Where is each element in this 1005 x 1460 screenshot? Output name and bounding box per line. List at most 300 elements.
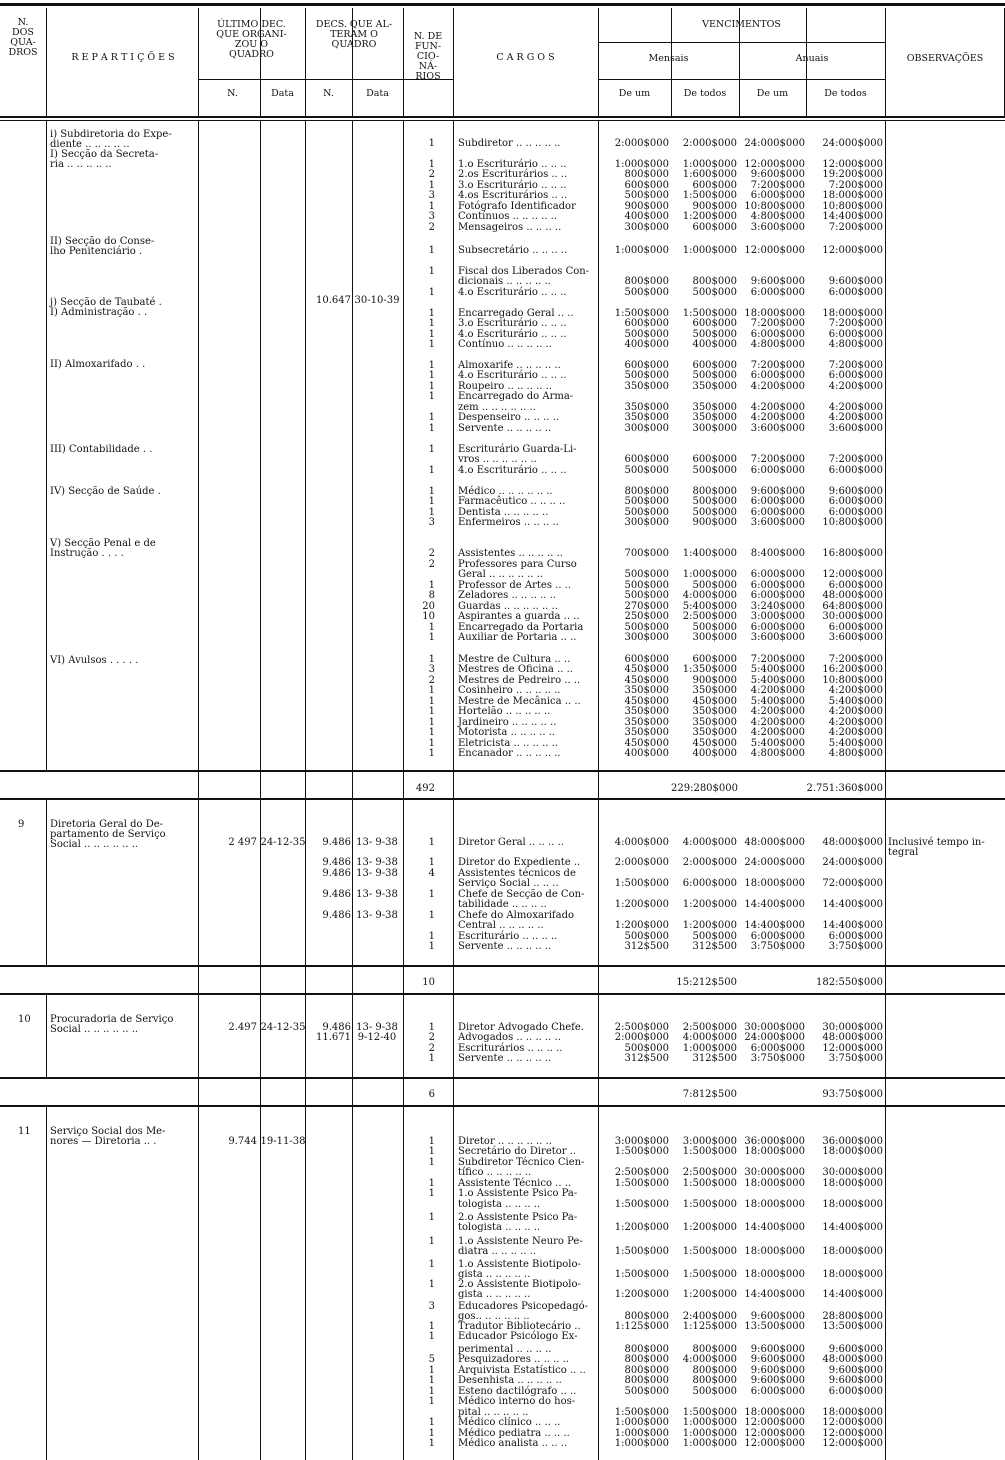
cargo-label: Diretor .. .. .. .. .. .. bbox=[458, 1136, 552, 1147]
column-rule bbox=[198, 121, 199, 770]
reparticao-label: III) Contabilidade . . bbox=[50, 444, 153, 455]
anual-de-um: 18:000$000 bbox=[744, 878, 805, 889]
num-funcionarios: 10 bbox=[422, 611, 435, 622]
section-rule bbox=[0, 770, 1005, 772]
mensal-de-um: 800$000 bbox=[624, 1354, 669, 1365]
anual-de-um: 8:400$000 bbox=[750, 548, 805, 559]
num-funcionarios: 1 bbox=[428, 1236, 435, 1247]
anual-de-um: 3:600$000 bbox=[750, 517, 805, 528]
num-funcionarios: 2 bbox=[428, 675, 435, 686]
mensal-de-todos: 1:000$000 bbox=[682, 1417, 737, 1428]
reparticao-label: Procuradoria de Serviço bbox=[50, 1014, 174, 1025]
cargo-label: Diretor do Expediente .. bbox=[458, 857, 581, 868]
cargo-label: 3.o Escriturário .. .. .. bbox=[458, 180, 567, 191]
anual-de-um: 9:600$000 bbox=[750, 1365, 805, 1376]
cargo-label: pital .. .. .. .. .. bbox=[458, 1407, 529, 1418]
reparticao-label: V) Secção Penal e de bbox=[50, 538, 156, 549]
column-rule bbox=[46, 121, 47, 770]
cargo-label: Contínuos .. .. .. .. .. bbox=[458, 211, 558, 222]
column-rule bbox=[885, 800, 886, 965]
mensal-de-todos: 1:600$000 bbox=[682, 169, 737, 180]
header-n-funcionarios: N. DE FUN- CIO- NÁ- RIOS bbox=[413, 31, 443, 82]
anual-de-todos: 4:800$000 bbox=[828, 748, 883, 759]
anual-de-um: 9:600$000 bbox=[750, 1344, 805, 1355]
anual-de-um: 18:000$000 bbox=[744, 1146, 805, 1157]
anual-de-um: 3:750$000 bbox=[750, 941, 805, 952]
column-rule bbox=[198, 1077, 199, 1107]
mensal-de-todos: 500$000 bbox=[692, 622, 737, 633]
column-rule bbox=[260, 121, 261, 770]
num-funcionarios: 1 bbox=[428, 1331, 435, 1342]
reparticao-label: Diretoria Geral do De- bbox=[50, 819, 164, 830]
num-funcionarios: 1 bbox=[428, 370, 435, 381]
anual-de-um: 4:200$000 bbox=[750, 706, 805, 717]
mensal-de-um: 800$000 bbox=[624, 1344, 669, 1355]
num-funcionarios: 1 bbox=[428, 1417, 435, 1428]
anual-de-um: 4:800$000 bbox=[750, 339, 805, 350]
column-rule bbox=[352, 965, 353, 995]
anual-de-um: 14:400$000 bbox=[744, 899, 805, 910]
anual-de-todos: 4:200$000 bbox=[828, 727, 883, 738]
cargo-label: Roupeiro .. .. .. .. .. bbox=[458, 381, 552, 392]
mensal-de-todos: 1:000$000 bbox=[682, 159, 737, 170]
mensal-de-todos: 4:000$000 bbox=[682, 590, 737, 601]
header-observacoes: OBSERVAÇÕES bbox=[906, 53, 984, 64]
mensal-de-todos: 1:200$000 bbox=[682, 920, 737, 931]
cargo-label: Assistentes .. .. .. .. .. bbox=[458, 548, 563, 559]
column-rule bbox=[260, 770, 261, 800]
total-mensal: 229:280$000 bbox=[671, 783, 738, 794]
anual-de-um: 18:000$000 bbox=[744, 1199, 805, 1210]
mensal-de-um: 450$000 bbox=[624, 738, 669, 749]
decree-cell: 9.486 bbox=[322, 889, 351, 900]
anual-de-todos: 4:200$000 bbox=[828, 381, 883, 392]
reparticao-label: Serviço Social dos Me- bbox=[50, 1126, 166, 1137]
header-subrule bbox=[598, 79, 885, 80]
mensal-de-todos: 1:400$000 bbox=[682, 548, 737, 559]
reparticao-label: Instrução . . . . bbox=[50, 548, 124, 559]
anual-de-todos: 12:000$000 bbox=[822, 245, 883, 256]
anual-de-um: 4:200$000 bbox=[750, 381, 805, 392]
mensal-de-todos: 450$000 bbox=[692, 696, 737, 707]
observation-text: tegral bbox=[888, 847, 919, 858]
mensal-de-todos: 600$000 bbox=[692, 454, 737, 465]
mensal-de-todos: 1:500$000 bbox=[682, 308, 737, 319]
mensal-de-um: 1:000$000 bbox=[614, 159, 669, 170]
column-rule bbox=[198, 800, 199, 965]
column-rule bbox=[598, 965, 599, 995]
mensal-de-um: 1:500$000 bbox=[614, 1246, 669, 1257]
num-funcionarios: 1 bbox=[428, 1178, 435, 1189]
anual-de-um: 4:200$000 bbox=[750, 412, 805, 423]
cargo-label: Serviço Social .. .. .. bbox=[458, 878, 559, 889]
total-anual: 182:550$000 bbox=[816, 977, 883, 988]
mensal-de-todos: 1:200$000 bbox=[682, 1289, 737, 1300]
mensal-de-um: 1:200$000 bbox=[614, 1289, 669, 1300]
cargo-label: Encarregado Geral .. .. bbox=[458, 308, 574, 319]
anual-de-todos: 28:800$000 bbox=[822, 1311, 883, 1322]
anual-de-um: 30:000$000 bbox=[744, 1022, 805, 1033]
cargo-label: zem .. .. .. .. .. .. bbox=[458, 402, 536, 413]
anual-de-todos: 30:000$000 bbox=[822, 1167, 883, 1178]
decree-cell: 13- 9-38 bbox=[356, 857, 398, 868]
column-rule bbox=[885, 965, 886, 995]
cargo-label: Zeladores .. .. .. .. .. bbox=[458, 590, 556, 601]
mensal-de-todos: 4:000$000 bbox=[682, 1032, 737, 1043]
cargo-label: Médico pediatra .. .. .. bbox=[458, 1428, 570, 1439]
mensal-de-um: 350$000 bbox=[624, 706, 669, 717]
cargo-label: Cosinheiro .. .. .. .. .. bbox=[458, 685, 561, 696]
mensal-de-todos: 2:000$000 bbox=[682, 857, 737, 868]
anual-de-um: 9:600$000 bbox=[750, 169, 805, 180]
anual-de-um: 12:000$000 bbox=[744, 1428, 805, 1439]
mensal-de-todos: 350$000 bbox=[692, 727, 737, 738]
section-rule bbox=[0, 798, 1005, 800]
anual-de-um: 36:000$000 bbox=[744, 1136, 805, 1147]
num-funcionarios: 1 bbox=[428, 727, 435, 738]
mensal-de-um: 2:500$000 bbox=[614, 1167, 669, 1178]
anual-de-todos: 4:800$000 bbox=[828, 339, 883, 350]
mensal-de-todos: 2:500$000 bbox=[682, 1167, 737, 1178]
anual-de-um: 9:600$000 bbox=[750, 1354, 805, 1365]
mensal-de-um: 600$000 bbox=[624, 318, 669, 329]
num-funcionarios: 5 bbox=[428, 1354, 435, 1365]
column-rule bbox=[305, 800, 306, 965]
num-funcionarios: 1 bbox=[428, 1438, 435, 1449]
decree-cell: 13- 9-38 bbox=[356, 910, 398, 921]
anual-de-todos: 7:200$000 bbox=[828, 222, 883, 233]
cargo-label: Assistentes técnicos de bbox=[458, 868, 576, 879]
anual-de-um: 3:750$000 bbox=[750, 1053, 805, 1064]
mensal-de-um: 300$000 bbox=[624, 517, 669, 528]
mensal-de-todos: 800$000 bbox=[692, 276, 737, 287]
mensal-de-um: 400$000 bbox=[624, 339, 669, 350]
top-rule bbox=[0, 3, 1005, 6]
num-funcionarios: 1 bbox=[428, 391, 435, 402]
cargo-label: Almoxarife .. .. .. .. .. bbox=[458, 360, 561, 371]
num-funcionarios: 1 bbox=[428, 423, 435, 434]
mensal-de-todos: 1:000$000 bbox=[682, 1438, 737, 1449]
mensal-de-todos: 600$000 bbox=[692, 180, 737, 191]
mensal-de-todos: 800$000 bbox=[692, 1365, 737, 1376]
mensal-de-todos: 600$000 bbox=[692, 654, 737, 665]
anual-de-todos: 12:000$000 bbox=[822, 1438, 883, 1449]
cargo-label: Chefe do Almoxarifado bbox=[458, 910, 574, 921]
cargo-label: 2.os Escriturários .. .. bbox=[458, 169, 568, 180]
mensal-de-todos: 1:500$000 bbox=[682, 1407, 737, 1418]
num-funcionarios: 2 bbox=[428, 1032, 435, 1043]
cargo-label: Chefe de Secção de Con- bbox=[458, 889, 585, 900]
mensal-de-um: 1:000$000 bbox=[614, 1417, 669, 1428]
num-funcionarios: 1 bbox=[428, 654, 435, 665]
mensal-de-todos: 600$000 bbox=[692, 318, 737, 329]
anual-de-todos: 4:200$000 bbox=[828, 685, 883, 696]
mensal-de-um: 300$000 bbox=[624, 632, 669, 643]
header-quadros: N. DOS QUA- DROS bbox=[8, 17, 38, 58]
num-funcionarios: 1 bbox=[428, 486, 435, 497]
anual-de-todos: 3:750$000 bbox=[828, 1053, 883, 1064]
anual-de-todos: 12:000$000 bbox=[822, 1417, 883, 1428]
column-rule bbox=[260, 995, 261, 1077]
cargo-label: Desenhista .. .. .. .. .. bbox=[458, 1375, 562, 1386]
mensal-de-todos: 1:200$000 bbox=[682, 1222, 737, 1233]
column-rule bbox=[305, 770, 306, 800]
header-cargos: C A R G O S bbox=[496, 52, 555, 63]
anual-de-todos: 14:400$000 bbox=[822, 1222, 883, 1233]
anual-de-um: 12:000$000 bbox=[744, 245, 805, 256]
anual-de-todos: 14:400$000 bbox=[822, 1289, 883, 1300]
mensal-de-um: 500$000 bbox=[624, 507, 669, 518]
mensal-de-todos: 500$000 bbox=[692, 329, 737, 340]
num-funcionarios: 1 bbox=[428, 266, 435, 277]
cargo-label: Médico clínico .. .. .. bbox=[458, 1417, 561, 1428]
anual-de-todos: 72:000$000 bbox=[822, 878, 883, 889]
observation-text: Inclusivé tempo in- bbox=[888, 837, 985, 848]
column-rule bbox=[453, 121, 454, 770]
anual-de-um: 9:600$000 bbox=[750, 276, 805, 287]
mensal-de-um: 350$000 bbox=[624, 685, 669, 696]
mensal-de-todos: 1:000$000 bbox=[682, 1428, 737, 1439]
num-funcionarios: 3 bbox=[428, 517, 435, 528]
cargo-label: Mestres de Pedreiro .. .. bbox=[458, 675, 581, 686]
column-rule bbox=[198, 770, 199, 800]
anual-de-todos: 9:600$000 bbox=[828, 1375, 883, 1386]
cargo-label: Escriturários .. .. .. .. bbox=[458, 1043, 563, 1054]
anual-de-um: 18:000$000 bbox=[744, 1178, 805, 1189]
anual-de-todos: 9:600$000 bbox=[828, 1365, 883, 1376]
anual-de-todos: 48:000$000 bbox=[822, 1032, 883, 1043]
mensal-de-todos: 350$000 bbox=[692, 402, 737, 413]
decree-cell: 24-12-35 bbox=[260, 1022, 306, 1033]
anual-de-todos: 7:200$000 bbox=[828, 180, 883, 191]
total-mensal: 7:812$500 bbox=[682, 1089, 737, 1100]
num-funcionarios: 1 bbox=[428, 910, 435, 921]
anual-de-um: 7:200$000 bbox=[750, 318, 805, 329]
total-anual: 93:750$000 bbox=[822, 1089, 883, 1100]
cargo-label: Despenseiro .. .. .. .. bbox=[458, 412, 560, 423]
num-funcionarios: 2 bbox=[428, 559, 435, 570]
mensal-de-um: 500$000 bbox=[624, 370, 669, 381]
total-mensal: 15:212$500 bbox=[676, 977, 737, 988]
cargo-label: Médico interno do hos- bbox=[458, 1396, 576, 1407]
anual-de-todos: 5:400$000 bbox=[828, 738, 883, 749]
column-rule bbox=[198, 995, 199, 1077]
num-funcionarios: 1 bbox=[428, 1365, 435, 1376]
anual-de-todos: 16:800$000 bbox=[822, 548, 883, 559]
anual-de-um: 7:200$000 bbox=[750, 180, 805, 191]
header-de-um: De um bbox=[756, 88, 789, 99]
cargo-label: 4.o Escriturário .. .. .. bbox=[458, 287, 567, 298]
anual-de-todos: 30:000$000 bbox=[822, 1022, 883, 1033]
anual-de-um: 6:000$000 bbox=[750, 507, 805, 518]
anual-de-um: 3:600$000 bbox=[750, 222, 805, 233]
decree-cell: 9-12-40 bbox=[357, 1032, 397, 1043]
num-funcionarios: 1 bbox=[428, 632, 435, 643]
mensal-de-um: 500$000 bbox=[624, 622, 669, 633]
header-sub-n: N. bbox=[227, 88, 238, 99]
anual-de-um: 9:600$000 bbox=[750, 1311, 805, 1322]
num-funcionarios: 1 bbox=[428, 318, 435, 329]
mensal-de-todos: 1:125$000 bbox=[682, 1321, 737, 1332]
cargo-label: Mestre de Mecânica .. .. bbox=[458, 696, 581, 707]
anual-de-todos: 6:000$000 bbox=[828, 580, 883, 591]
anual-de-um: 48:000$000 bbox=[744, 837, 805, 848]
cargo-label: dicionais .. .. .. .. .. bbox=[458, 276, 551, 287]
mensal-de-um: 900$000 bbox=[624, 201, 669, 212]
reparticao-label: I) Administração . . bbox=[50, 307, 148, 318]
anual-de-um: 5:400$000 bbox=[750, 675, 805, 686]
anual-de-um: 9:600$000 bbox=[750, 1375, 805, 1386]
mensal-de-todos: 1:350$000 bbox=[682, 664, 737, 675]
mensal-de-um: 270$000 bbox=[624, 601, 669, 612]
anual-de-um: 6:000$000 bbox=[750, 370, 805, 381]
section-rule bbox=[0, 1077, 1005, 1079]
anual-de-todos: 3:600$000 bbox=[828, 632, 883, 643]
num-funcionarios: 1 bbox=[428, 287, 435, 298]
num-funcionarios: 1 bbox=[428, 1136, 435, 1147]
section-rule bbox=[0, 965, 1005, 967]
column-rule bbox=[352, 800, 353, 965]
cargo-label: diatra .. .. .. .. .. bbox=[458, 1246, 537, 1257]
num-funcionarios: 1 bbox=[428, 717, 435, 728]
num-funcionarios: 1 bbox=[428, 857, 435, 868]
num-funcionarios: 8 bbox=[428, 590, 435, 601]
column-rule bbox=[885, 995, 886, 1077]
cargo-label: 2.o Assistente Psico Pa- bbox=[458, 1212, 578, 1223]
mensal-de-um: 300$000 bbox=[624, 222, 669, 233]
header-sub-data: Data bbox=[271, 88, 294, 99]
anual-de-todos: 18:000$000 bbox=[822, 1199, 883, 1210]
mensal-de-todos: 2:500$000 bbox=[682, 611, 737, 622]
cargo-label: Diretor Advogado Chefe. bbox=[458, 1022, 584, 1033]
anual-de-todos: 4:200$000 bbox=[828, 706, 883, 717]
cargo-label: Tradutor Bibliotecário .. bbox=[458, 1321, 581, 1332]
num-funcionarios: 1 bbox=[428, 685, 435, 696]
anual-de-um: 12:000$000 bbox=[744, 1417, 805, 1428]
cargo-label: gista .. .. .. .. .. bbox=[458, 1269, 531, 1280]
header-de-um: De um bbox=[618, 88, 651, 99]
reparticao-label: ria .. .. .. .. .. bbox=[50, 159, 112, 170]
anual-de-um: 5:400$000 bbox=[750, 738, 805, 749]
column-rule bbox=[885, 1077, 886, 1107]
cargo-label: tologista .. .. .. .. bbox=[458, 1199, 541, 1210]
header-vencimentos: VENCIMENTOS bbox=[702, 19, 781, 30]
anual-de-todos: 16:200$000 bbox=[822, 664, 883, 675]
anual-de-um: 12:000$000 bbox=[744, 1438, 805, 1449]
decree-cell: 13- 9-38 bbox=[356, 889, 398, 900]
cargo-label: tífico .. .. .. .. .. bbox=[458, 1167, 532, 1178]
mensal-de-um: 350$000 bbox=[624, 717, 669, 728]
anual-de-um: 6:000$000 bbox=[750, 465, 805, 476]
anual-de-todos: 9:600$000 bbox=[828, 1344, 883, 1355]
num-funcionarios: 1 bbox=[428, 444, 435, 455]
mensal-de-um: 1:000$000 bbox=[614, 245, 669, 256]
num-funcionarios: 1 bbox=[428, 412, 435, 423]
num-funcionarios: 20 bbox=[422, 601, 435, 612]
num-funcionarios: 1 bbox=[428, 941, 435, 952]
num-funcionarios: 1 bbox=[428, 329, 435, 340]
cargo-label: 4.o Escriturário .. .. .. bbox=[458, 370, 567, 381]
num-funcionarios: 1 bbox=[428, 738, 435, 749]
decree-cell: 11.671 bbox=[316, 1032, 351, 1043]
mensal-de-todos: 300$000 bbox=[692, 423, 737, 434]
column-rule bbox=[260, 800, 261, 965]
mensal-de-um: 4:000$000 bbox=[614, 837, 669, 848]
cargo-label: 4.o Escriturário .. .. .. bbox=[458, 329, 567, 340]
anual-de-um: 4:200$000 bbox=[750, 402, 805, 413]
cargo-label: Servente .. .. .. .. .. bbox=[458, 423, 552, 434]
anual-de-todos: 6:000$000 bbox=[828, 622, 883, 633]
anual-de-um: 6:000$000 bbox=[750, 622, 805, 633]
num-funcionarios: 1 bbox=[428, 696, 435, 707]
num-funcionarios: 1 bbox=[428, 889, 435, 900]
column-rule bbox=[885, 1107, 886, 1460]
cargo-label: Eletricista .. .. .. .. .. bbox=[458, 738, 559, 749]
num-funcionarios: 1 bbox=[428, 245, 435, 256]
mensal-de-todos: 5:400$000 bbox=[682, 601, 737, 612]
decree-cell: 2 497 bbox=[228, 837, 257, 848]
anual-de-um: 18:000$000 bbox=[744, 1407, 805, 1418]
num-funcionarios: 1 bbox=[428, 360, 435, 371]
anual-de-um: 9:600$000 bbox=[750, 486, 805, 497]
num-funcionarios: 4 bbox=[428, 868, 435, 879]
mensal-de-um: 1:500$000 bbox=[614, 878, 669, 889]
cargo-label: Contínuo .. .. .. .. .. bbox=[458, 339, 552, 350]
header-bottom-rule bbox=[0, 116, 1005, 118]
num-funcionarios: 1 bbox=[428, 706, 435, 717]
cargo-label: Subsecretário .. .. .. .. bbox=[458, 245, 568, 256]
mensal-de-um: 1:500$000 bbox=[614, 1407, 669, 1418]
mensal-de-todos: 1:000$000 bbox=[682, 245, 737, 256]
cargo-label: Guardas .. .. .. .. .. .. bbox=[458, 601, 558, 612]
anual-de-todos: 10:800$000 bbox=[822, 517, 883, 528]
total-funcionarios: 492 bbox=[415, 783, 435, 794]
mensal-de-um: 450$000 bbox=[624, 696, 669, 707]
anual-de-um: 13:500$000 bbox=[744, 1321, 805, 1332]
num-funcionarios: 3 bbox=[428, 664, 435, 675]
anual-de-todos: 18:000$000 bbox=[822, 1246, 883, 1257]
cargo-label: Arquivista Estatístico .. .. bbox=[458, 1365, 586, 1376]
decree-cell: 24-12-35 bbox=[260, 837, 306, 848]
mensal-de-todos: 500$000 bbox=[692, 931, 737, 942]
column-rule bbox=[305, 121, 306, 770]
cargo-label: Pesquizadores .. .. .. .. bbox=[458, 1354, 569, 1365]
column-rule bbox=[453, 1077, 454, 1107]
reparticao-label: Social .. .. .. .. .. .. bbox=[50, 1024, 139, 1035]
total-anual: 2.751:360$000 bbox=[806, 783, 883, 794]
anual-de-um: 3:600$000 bbox=[750, 423, 805, 434]
mensal-de-um: 400$000 bbox=[624, 748, 669, 759]
mensal-de-um: 500$000 bbox=[624, 1386, 669, 1397]
anual-de-um: 30:000$000 bbox=[744, 1167, 805, 1178]
mensal-de-um: 1:500$000 bbox=[614, 1199, 669, 1210]
cargo-label: 1.o Assistente Psico Pa- bbox=[458, 1188, 578, 1199]
num-funcionarios: 1 bbox=[428, 308, 435, 319]
mensal-de-todos: 800$000 bbox=[692, 1375, 737, 1386]
num-funcionarios: 1 bbox=[428, 180, 435, 191]
column-rule bbox=[352, 1077, 353, 1107]
cargo-label: 1.o Escriturário .. .. .. bbox=[458, 159, 567, 170]
mensal-de-todos: 312$500 bbox=[692, 941, 737, 952]
cargo-label: Fiscal dos Liberados Con- bbox=[458, 266, 590, 277]
column-rule bbox=[305, 1077, 306, 1107]
anual-de-todos: 18:000$000 bbox=[822, 1178, 883, 1189]
anual-de-todos: 7:200$000 bbox=[828, 654, 883, 665]
anual-de-todos: 13:500$000 bbox=[822, 1321, 883, 1332]
decree-cell: 9.486 bbox=[322, 857, 351, 868]
anual-de-todos: 18:000$000 bbox=[822, 190, 883, 201]
cargo-label: Escriturário .. .. .. .. bbox=[458, 931, 558, 942]
